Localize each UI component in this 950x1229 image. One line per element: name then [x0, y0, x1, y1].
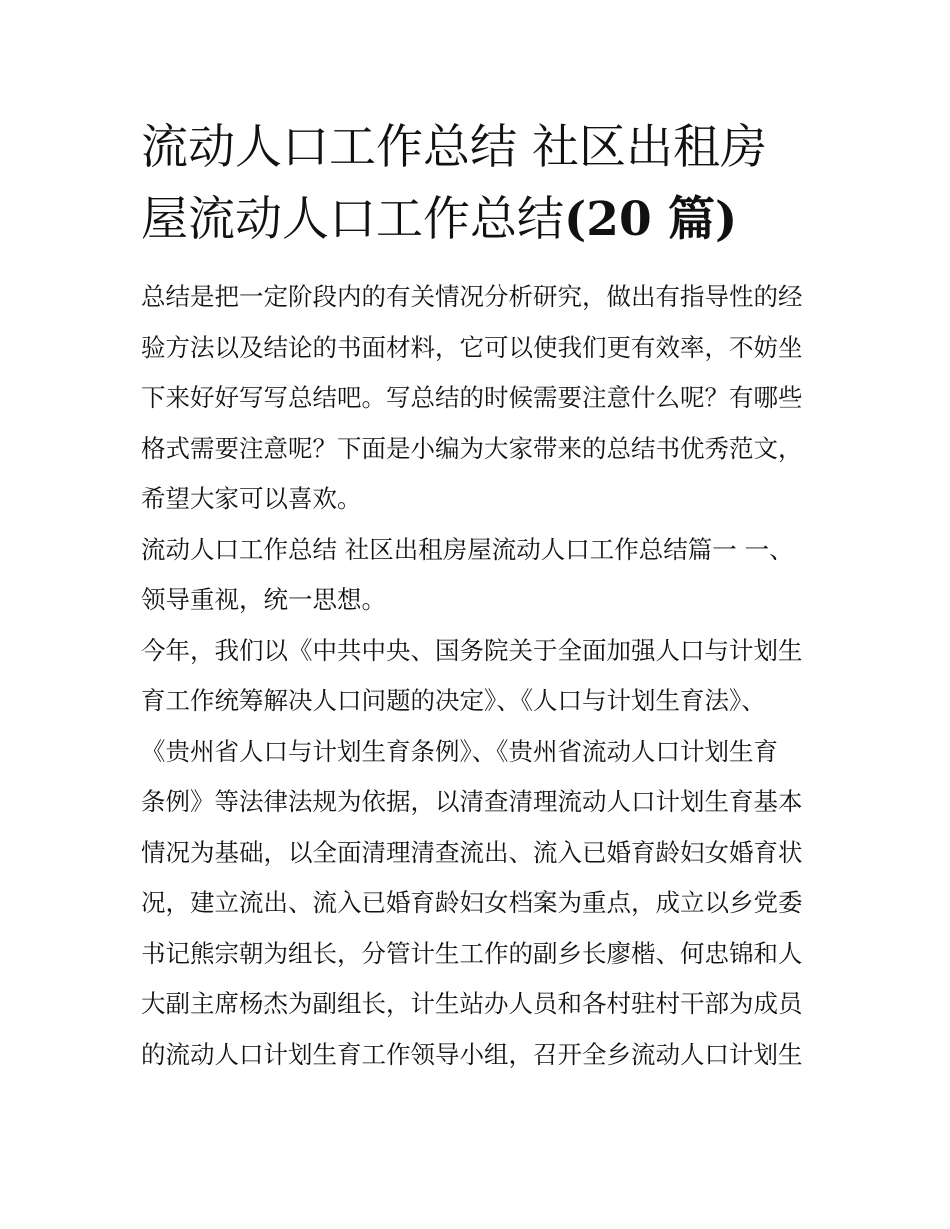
- body-line: 情况为基础，以全面清理清查流出、流入已婚育龄妇女婚育状: [141, 837, 803, 867]
- title-line-2-text: 屋流动人口工作总结: [141, 192, 564, 247]
- body-line: 希望大家可以喜欢。: [141, 484, 362, 513]
- body-line: 书记熊宗朝为组长，分管计生工作的副乡长廖楷、何忠锦和人: [141, 938, 803, 968]
- document-body: [141, 272, 813, 1080]
- body-line: 大副主席杨杰为副组长，计生站办人员和各村驻村干部为成员: [141, 989, 803, 1018]
- document-content: [141, 112, 813, 1080]
- body-line: 今年，我们以《中共中央、国务院关于全面加强人口与计划生: [141, 635, 803, 665]
- body-line: 流动人口工作总结 社区出租房屋流动人口工作总结篇一 一、: [141, 534, 794, 564]
- body-line: 验方法以及结论的书面材料，它可以使我们更有效率，不妨坐: [141, 332, 803, 362]
- body-line: 领导重视，统一思想。: [141, 585, 386, 614]
- body-line: 《贵州省人口与计划生育条例》、《贵州省流动人口计划生育: [141, 736, 778, 766]
- title-line-2: [141, 184, 813, 256]
- body-line: 下来好好写写总结吧。写总结的时候需要注意什么呢？有哪些: [141, 383, 803, 412]
- body-line: 的流动人口计划生育工作领导小组，召开全乡流动人口计划生: [141, 1039, 803, 1069]
- document-title: [141, 112, 813, 256]
- paragraph-main: [141, 626, 813, 1081]
- body-line: 条例》等法律法规为依据，以清查清理流动人口计划生育基本: [141, 787, 803, 816]
- paragraph-section-heading: [141, 525, 813, 626]
- body-line: 格式需要注意呢？下面是小编为大家带来的总结书优秀范文，: [141, 433, 803, 463]
- title-line-1: [141, 112, 813, 184]
- title-count: (20 篇): [564, 192, 738, 247]
- paragraph-intro: [141, 272, 813, 525]
- body-line: 育工作统筹解决人口问题的决定》、《人口与计划生育法》、: [141, 686, 766, 715]
- body-line: 况，建立流出、流入已婚育龄妇女档案为重点，成立以乡党委: [141, 888, 803, 917]
- title-line-1-text: 流动人口工作总结 社区出租房: [141, 120, 767, 175]
- body-line: 总结是把一定阶段内的有关情况分析研究，做出有指导性的经: [141, 282, 803, 311]
